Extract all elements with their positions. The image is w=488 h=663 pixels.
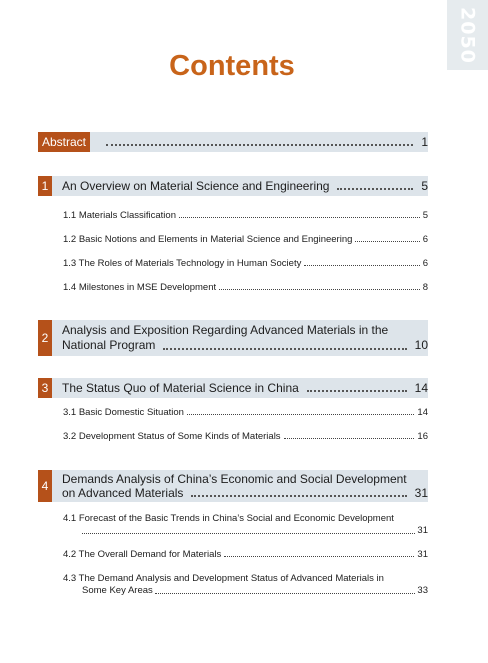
chapter-title-line2: on Advanced Materials — [62, 486, 184, 500]
section-title: 1.4 Milestones in MSE Development — [63, 282, 217, 293]
chapter-title-line1: Analysis and Exposition Regarding Advanced Materials in the — [62, 323, 389, 337]
series-tab-label: 2050 — [456, 6, 479, 64]
page-number: 14 — [417, 407, 428, 418]
chapter-title-line2: National Program — [62, 338, 156, 352]
leader-dots — [355, 241, 419, 242]
chapter-number-badge: 3 — [38, 378, 52, 398]
page-number: 16 — [417, 431, 428, 442]
page-number: 6 — [422, 258, 428, 269]
abstract-badge: Abstract — [38, 132, 90, 152]
page-number: 1 — [421, 135, 428, 149]
toc-section-4-1[interactable] — [63, 513, 428, 537]
toc-chapter-4[interactable] — [38, 470, 428, 502]
leader-dots — [224, 556, 414, 557]
leader-dots — [163, 348, 406, 350]
section-title: 4.1 Forecast of the Basic Trends in China’s Social and Economic Development — [63, 513, 394, 524]
section-title: 3.1 Basic Domestic Situation — [63, 407, 184, 418]
page-number: 31 — [417, 525, 428, 536]
toc-abstract[interactable] — [38, 132, 428, 152]
leader-dots — [337, 188, 413, 190]
leader-dots — [187, 414, 415, 415]
leader-dots — [307, 390, 407, 392]
section-title-line2: Some Key Areas — [82, 585, 153, 596]
section-title: 4.2 The Overall Demand for Materials — [63, 549, 222, 560]
chapter-title: The Status Quo of Material Science in China — [62, 381, 299, 395]
toc-section-1-2[interactable] — [63, 234, 428, 245]
leader-dots — [304, 265, 419, 266]
page-number: 31 — [414, 486, 428, 500]
leader-dots — [179, 217, 420, 218]
page-number: 8 — [422, 282, 428, 293]
page-number: 5 — [422, 210, 428, 221]
chapter-title-line1: Demands Analysis of China’s Economic and Social Development — [62, 472, 407, 486]
page-number: 6 — [422, 234, 428, 245]
toc-section-4-2[interactable] — [63, 549, 428, 560]
section-title: 1.1 Materials Classification — [63, 210, 176, 221]
leader-dots — [191, 495, 406, 497]
page-number: 33 — [417, 585, 428, 596]
section-title: 1.3 The Roles of Materials Technology in Human Society — [63, 258, 302, 269]
leader-dots — [106, 144, 413, 146]
leader-dots — [155, 593, 416, 594]
toc-section-3-1[interactable] — [63, 407, 428, 418]
chapter-number-badge: 1 — [38, 176, 52, 196]
section-title: 1.2 Basic Notions and Elements in Material Science and Engineering — [63, 234, 353, 245]
page-number: 31 — [417, 549, 428, 560]
leader-dots — [82, 533, 415, 534]
chapter-title: An Overview on Material Science and Engineering — [62, 179, 330, 193]
leader-dots — [284, 438, 415, 439]
leader-dots — [219, 289, 420, 290]
page-number: 14 — [414, 381, 428, 395]
page-number: 10 — [414, 338, 428, 352]
toc-section-4-3[interactable] — [63, 573, 428, 597]
section-title: 3.2 Development Status of Some Kinds of Materials — [63, 431, 281, 442]
toc-section-1-1[interactable] — [63, 210, 428, 221]
toc-section-1-4[interactable] — [63, 282, 428, 293]
page-number: 5 — [421, 179, 428, 193]
toc-section-3-2[interactable] — [63, 431, 428, 442]
chapter-number-badge: 2 — [38, 320, 52, 356]
toc-chapter-3[interactable] — [38, 378, 428, 398]
section-title-line1: 4.3 The Demand Analysis and Development Status of Advanced Materials in — [63, 573, 384, 584]
toc-chapter-1[interactable] — [38, 176, 428, 196]
chapter-number-badge: 4 — [38, 470, 52, 502]
toc-section-1-3[interactable] — [63, 258, 428, 269]
page-title: Contents — [169, 50, 295, 82]
toc-chapter-2[interactable] — [38, 320, 428, 356]
